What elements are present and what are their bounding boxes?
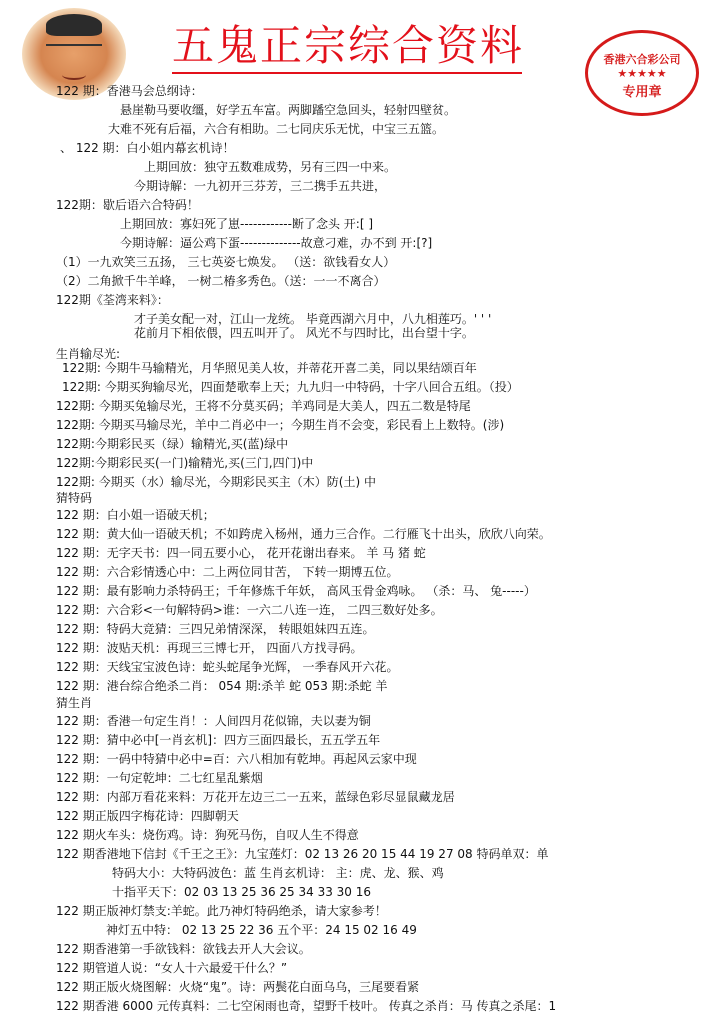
- text-line: 122 期：无字天书：四一同五要小心， 花开花谢出春来。 羊 马 猪 蛇: [56, 546, 426, 560]
- seal-bottom-text: 专用章: [622, 85, 662, 100]
- text-line: 122 期：香港马会总纲诗：: [56, 84, 203, 98]
- text-line: 122 期：港台综合绝杀二肖： 054 期:杀羊 蛇 053 期:杀蛇 羊: [56, 679, 388, 693]
- text-line: 122 期：最有影响力杀特码王；千年修炼千年妖， 高风玉骨金鸡咏。 （杀：马、 兔-----）: [56, 584, 536, 598]
- text-line: 神灯五中特： 02 13 25 22 36 五个平：24 15 02 16 49: [106, 923, 417, 937]
- text-line: 122 期正版四字梅花诗：四脚朝天: [56, 809, 239, 823]
- text-line: 大难不死有后福，六合有相助。二七同庆乐无忧，中宝三五篮。: [108, 122, 445, 136]
- text-line: 122 期：白小姐一语破天机；: [56, 508, 215, 522]
- text-line: 122 期管道人说：“女人十六最爱干什么？”: [56, 961, 288, 975]
- text-line: 122期: 今期买狗输尽光，四面楚歌奉上天；九九归一中特码，十字八回合五组。（投）: [62, 380, 519, 394]
- text-line: 122期:今期彩民买(一门)输精光,买(三门,四门)中: [56, 456, 314, 470]
- text-line: 122期: 今期买（水）输尽光，今期彩民买主（木）防(土) 中: [56, 475, 376, 489]
- text-line: 、 122 期：白小姐内幕玄机诗！: [60, 141, 235, 155]
- text-line: 122 期正版神灯禁支:羊蛇。此乃神灯特码绝杀，请大家参考！: [56, 904, 387, 918]
- text-line: 特码大小：大特码波色：蓝 生肖玄机诗： 主：虎、龙、猴、鸡: [112, 866, 444, 880]
- text-line: 122 期：一码中特猜中必中=百：六八相加有乾坤。再起风云家中现: [56, 752, 417, 766]
- text-line: 122 期：一句定乾坤：二七红星乱紫烟: [56, 771, 263, 785]
- text-line: 122 期正版火烧图解：火烧“鬼”。诗：两鬓花白面乌乌，三尾要看紧: [56, 980, 420, 994]
- text-line: 上期回放：寡妇死了崽------------断了念头 开:[ ]: [120, 217, 373, 231]
- text-line: 122 期：香港一句定生肖！：人间四月花似锦，夫以妻为铜: [56, 714, 371, 728]
- text-line: 122 期：特码大竞猜：三四兄弟情深深， 转眼姐妹四五连。: [56, 622, 375, 636]
- text-line: 122期: 今期买兔输尽光，王将不分莫买码；羊鸡同是大美人，四五二数是特尾: [56, 399, 471, 413]
- text-line: 122 期：六合彩<一句解特码>谁：一六二八连一连， 二四三数好处多。: [56, 603, 443, 617]
- text-line: 122 期：天线宝宝波色诗：蛇头蛇尾争光辉， 一季春风开六花。: [56, 660, 399, 674]
- text-line: 122 期火车头：烧伤鸡。诗：狗死马伤，自叹人生不得意: [56, 828, 359, 842]
- seal-top-text: 香港六合彩公司: [603, 53, 681, 66]
- text-line: 122期：歇后语六合特码！: [56, 198, 199, 212]
- text-line: 122 期：六合彩情透心中：二上两位同甘苦， 下转一期博五位。: [56, 565, 399, 579]
- section-heading: 猜生肖: [56, 696, 93, 710]
- text-line: 122 期：猜中必中[一肖玄机]：四方三面四最长，五五学五年: [56, 733, 381, 747]
- text-line: 才子美女配一对，江山一龙统。 毕竟西湖六月中，八九相莲巧。' ' ': [134, 312, 492, 326]
- text-line: 悬崖勒马要收缰，好学五车富。两脚蹯空急回头，轻射四壁贫。: [120, 103, 457, 117]
- page-title: 五鬼正宗综合资料: [172, 20, 522, 74]
- text-line: 122期: 今期牛马输精光，月华照见美人妆，并蒂花开喜二美，同以果结颂百年: [62, 361, 477, 375]
- text-line: （2）二角掀千牛羊峰， 一树二椿多秀色。（送：一一不离合）: [56, 274, 386, 288]
- text-line: 122 期香港第一手欲钱料：欲钱去开人大会议。: [56, 942, 311, 956]
- section-heading: 生肖输尽光:: [56, 347, 121, 361]
- text-line: 122期: 今期买马输尽光，羊中二肖必中一；今期生肖不会变，彩民看上上数特。(涉): [56, 418, 505, 432]
- text-line: 122 期：黄大仙一语破天机；不如跨虎入杨州，通力三合作。二行雁飞十出头，欣欣八向荣。: [56, 527, 551, 541]
- text-line: 122期:今期彩民买（绿）输精光,买(蓝)绿中: [56, 437, 289, 451]
- text-line: 十指平天下：02 03 13 25 36 25 34 33 30 16: [112, 885, 372, 899]
- text-line: 花前月下相依偎，四五叫开了。 风光不与四时比，出台望十字。: [134, 326, 474, 340]
- section-heading: 猜特码: [56, 491, 93, 505]
- text-line: 122期《荃湾来料》：: [56, 293, 169, 307]
- text-line: 122 期：波贴天机：再现三三博七开， 四面八方找寻码。: [56, 641, 363, 655]
- text-line: 122 期香港 6000 元传真料：二七空闲雨也奇，望野千枝叶。 传真之杀肖：马 传真之杀尾：1: [56, 999, 557, 1013]
- text-line: 今期诗解：逼公鸡下蛋--------------故意刁难，办不到 开:[?]: [120, 236, 433, 250]
- text-line: （1）一九欢笑三五扬， 三七英姿七焕发。 （送：欲钱看女人）: [56, 255, 396, 269]
- text-line: 上期回放：独守五数难成势，另有三四一中来。: [144, 160, 397, 174]
- text-line: 122 期香港地下信封《千王之王》：九宝莲灯：02 13 26 20 15 44 19 27 08 特码单双：单: [56, 847, 549, 861]
- text-line: 今期诗解：一九初开三芬芳，三二携手五共进，: [134, 179, 387, 193]
- seal-stars: ★★★★★: [617, 67, 667, 80]
- text-line: 122 期：内部万看花来料：万花开左边三二一五来，蓝绿色彩尽显鼠藏龙居: [56, 790, 455, 804]
